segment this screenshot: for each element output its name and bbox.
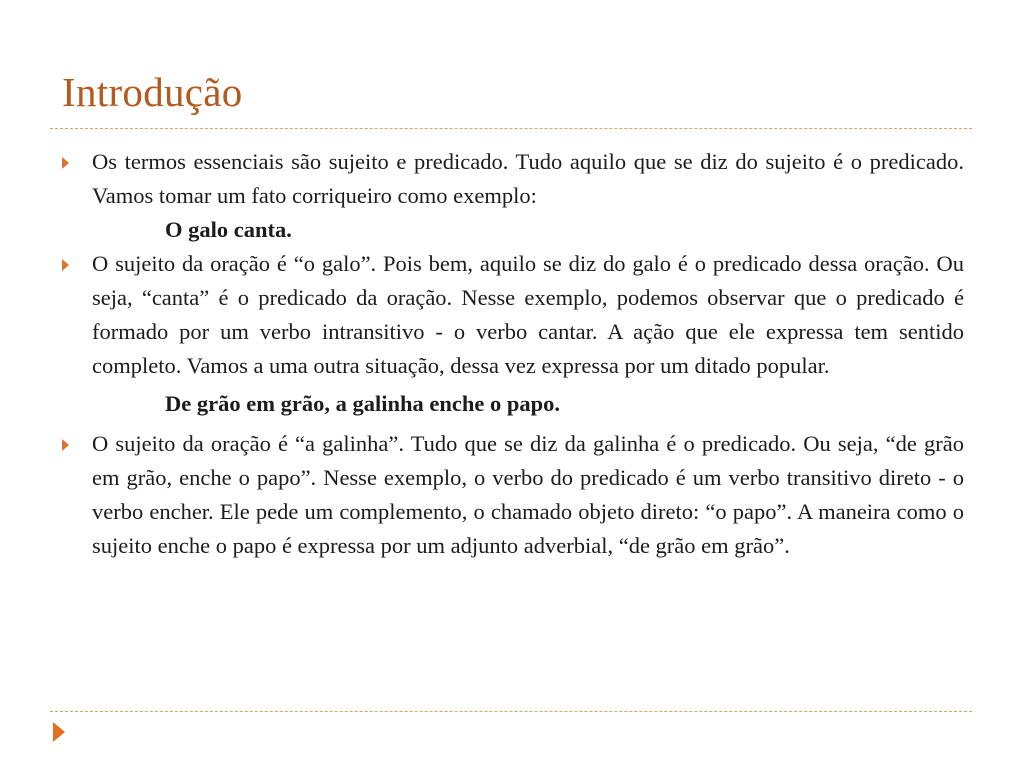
bullet-list bbox=[62, 145, 964, 563]
bullet-item-1 bbox=[62, 145, 964, 247]
bullet-triangle-icon bbox=[62, 259, 69, 271]
play-arrow-icon bbox=[53, 722, 65, 742]
bullet-triangle-icon bbox=[62, 157, 69, 169]
example-sentence: De grão em grão, a galinha enche o papo. bbox=[165, 391, 560, 416]
bullet-triangle-icon bbox=[62, 439, 69, 451]
title-divider bbox=[50, 128, 972, 129]
example-sentence: O galo canta. bbox=[165, 217, 292, 242]
bullet-text: O sujeito da oração é “o galo”. Pois bem, aquilo se diz do galo é o predicado dessa oração. Ou seja, “canta” é o predicado da oração. Nesse exemplo, podemos observar que o predicado é formado por um verbo intransitivo - o verbo cantar. A ação que ele expressa tem sentido completo. Vamos a uma outra situação, dessa vez expressa por um ditado popular. bbox=[92, 251, 964, 378]
bullet-item-2 bbox=[62, 247, 964, 421]
footer-divider bbox=[50, 711, 972, 712]
bullet-text: Os termos essenciais são sujeito e predicado. Tudo aquilo que se diz do sujeito é o predicado. Vamos tomar um fato corriqueiro como exemplo: bbox=[92, 149, 964, 208]
slide-title: Introdução bbox=[62, 69, 243, 115]
bullet-text: O sujeito da oração é “a galinha”. Tudo que se diz da galinha é o predicado. Ou seja, “de grão em grão, enche o papo”. Nesse exemplo, o verbo do predicado é um verbo transitivo direto - o verbo encher. Ele pede um complemento, o chamado objeto direto: “o papo”. A maneira como o sujeito enche o papo é expressa por um adjunto adverbial, “de grão em grão”. bbox=[92, 431, 964, 558]
bullet-item-3 bbox=[62, 427, 964, 563]
